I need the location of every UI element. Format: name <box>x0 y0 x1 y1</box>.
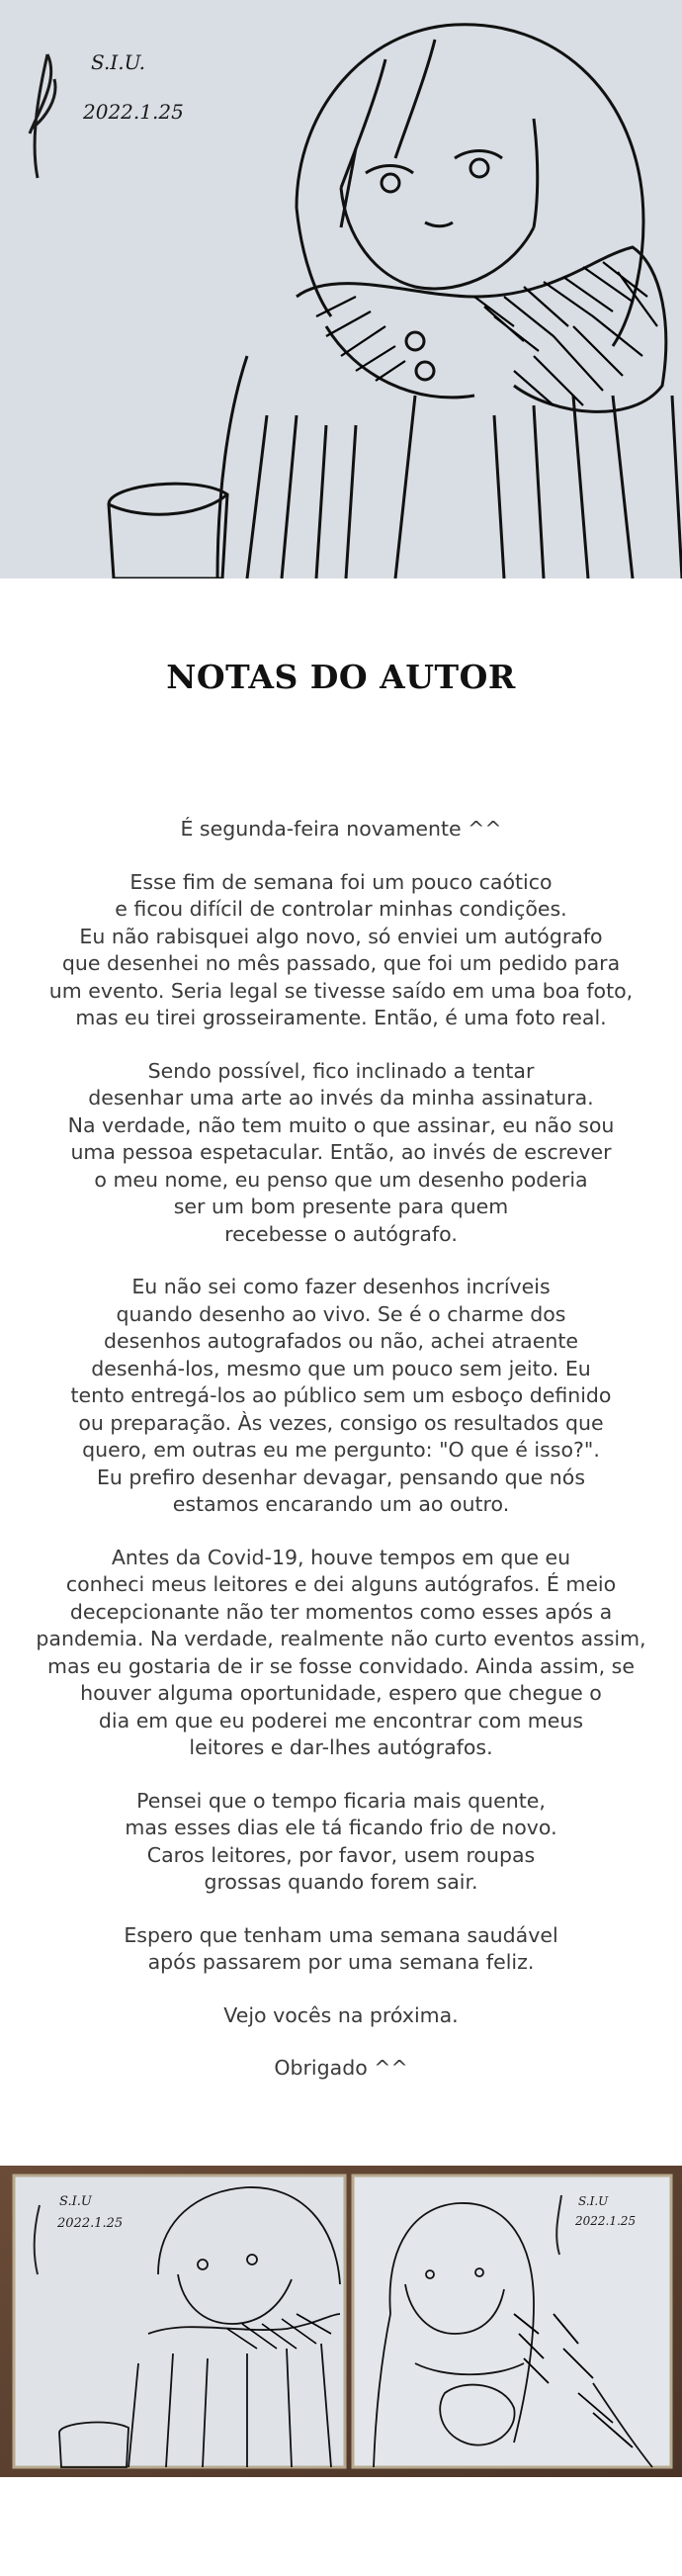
board-left <box>14 2176 345 2467</box>
notes-line: Na verdade, não tem muito o que assinar, eu não sou <box>67 1112 615 1137</box>
notes-line: desenhá-los, mesmo que um pouco sem jeito. Eu <box>91 1356 591 1380</box>
board-right <box>353 2176 671 2467</box>
notes-line: desenhar uma arte ao invés da minha assinatura. <box>88 1086 594 1110</box>
photo-illustration <box>0 2166 682 2477</box>
notes-line: e ficou difícil de controlar minhas condições. <box>115 897 567 921</box>
board-right-signature-2: 2022.1.25 <box>575 2214 637 2228</box>
notes-line: que desenhei no mês passado, que foi um pedido para <box>61 951 621 975</box>
notes-paragraph <box>0 869 682 1032</box>
notes-line: mas eu gostaria de ir se fosse convidado. Ainda assim, se <box>47 1653 635 1678</box>
notes-line: Esse fim de semana foi um pouco caótico <box>129 869 553 894</box>
notes-line: uma pessoa espetacular. Então, ao invés de escrever <box>70 1140 612 1164</box>
author-notes-section <box>0 578 682 2161</box>
notes-line: leitores e dar-lhes autógrafos. <box>189 1735 493 1759</box>
autograph-boards-photo <box>0 2166 682 2477</box>
notes-paragraph <box>0 1788 682 1897</box>
board-left-signature-1: S.I.U <box>59 2194 92 2209</box>
notes-line: recebesse o autógrafo. <box>224 1221 458 1246</box>
notes-paragraph <box>0 816 682 844</box>
notes-line: quando desenho ao vivo. Se é o charme dos <box>116 1301 566 1326</box>
notes-line: Sendo possível, fico inclinado a tentar <box>147 1058 535 1083</box>
notes-line: Eu não rabisquei algo novo, só enviei um autógrafo <box>79 924 603 948</box>
notes-line: Eu prefiro desenhar devagar, pensando que nós <box>96 1465 586 1489</box>
notes-line: Espero que tenham uma semana saudável <box>124 1922 558 1947</box>
notes-line: Caros leitores, por favor, usem roupas <box>146 1842 536 1867</box>
notes-paragraph <box>0 2055 682 2083</box>
notes-line: ou preparação. Às vezes, consigo os resultados que <box>78 1410 604 1435</box>
notes-line: mas eu tirei grosseiramente. Então, é uma foto real. <box>75 1006 607 1029</box>
page-title: NOTAS DO AUTOR <box>166 658 516 696</box>
board-right-signature-1: S.I.U <box>578 2194 609 2208</box>
notes-paragraph <box>0 2002 682 2030</box>
notes-paragraph <box>0 1545 682 1762</box>
notes-line: após passarem por uma semana feliz. <box>147 1950 535 1974</box>
notes-line: Obrigado ^^ <box>274 2056 408 2080</box>
top-illustration <box>0 0 682 578</box>
notes-line: Vejo vocês na próxima. <box>223 2002 459 2027</box>
signature-date: 2022.1.25 <box>83 100 184 124</box>
notes-line: Antes da Covid-19, houve tempos em que eu <box>111 1545 571 1569</box>
notes-line: houver alguma oportunidade, espero que chegue o <box>80 1681 602 1705</box>
notes-line: Pensei que o tempo ficaria mais quente, <box>136 1788 546 1813</box>
notes-body <box>0 816 682 2108</box>
notes-line: quero, em outras eu me pergunto: "O que é isso?". <box>82 1438 600 1462</box>
notes-line: Eu não sei como fazer desenhos incríveis <box>131 1275 551 1298</box>
notes-line: É segunda-feira novamente ^^ <box>180 817 502 841</box>
signature-line-1: S.I.U. <box>91 50 145 74</box>
notes-line: ser um bom presente para quem <box>173 1195 509 1218</box>
notes-line: pandemia. Na verdade, realmente não curto eventos assim, <box>36 1627 646 1650</box>
notes-line: conheci meus leitores e dei alguns autógrafos. É meio <box>65 1572 617 1596</box>
notes-line: grossas quando forem sair. <box>204 1870 478 1894</box>
notes-line: o meu nome, eu penso que um desenho poderia <box>94 1167 588 1192</box>
autograph-drawing <box>0 0 682 578</box>
notes-line: tento entregá-los ao público sem um esboço definido <box>70 1383 612 1407</box>
notes-line: dia em que eu poderei me encontrar com meus <box>98 1708 584 1732</box>
notes-paragraph <box>0 1274 682 1519</box>
notes-line: estamos encarando um ao outro. <box>172 1492 510 1516</box>
notes-line: um evento. Seria legal se tivesse saído em uma boa foto, <box>48 978 634 1003</box>
notes-paragraph <box>0 1922 682 1977</box>
notes-line: mas esses dias ele tá ficando frio de novo. <box>125 1816 557 1839</box>
notes-line: decepcionante não ter momentos como esses após a <box>69 1599 613 1624</box>
notes-line: desenhos autografados ou não, achei atraente <box>104 1329 578 1353</box>
notes-paragraph <box>0 1058 682 1249</box>
board-left-signature-2: 2022.1.25 <box>57 2216 124 2231</box>
